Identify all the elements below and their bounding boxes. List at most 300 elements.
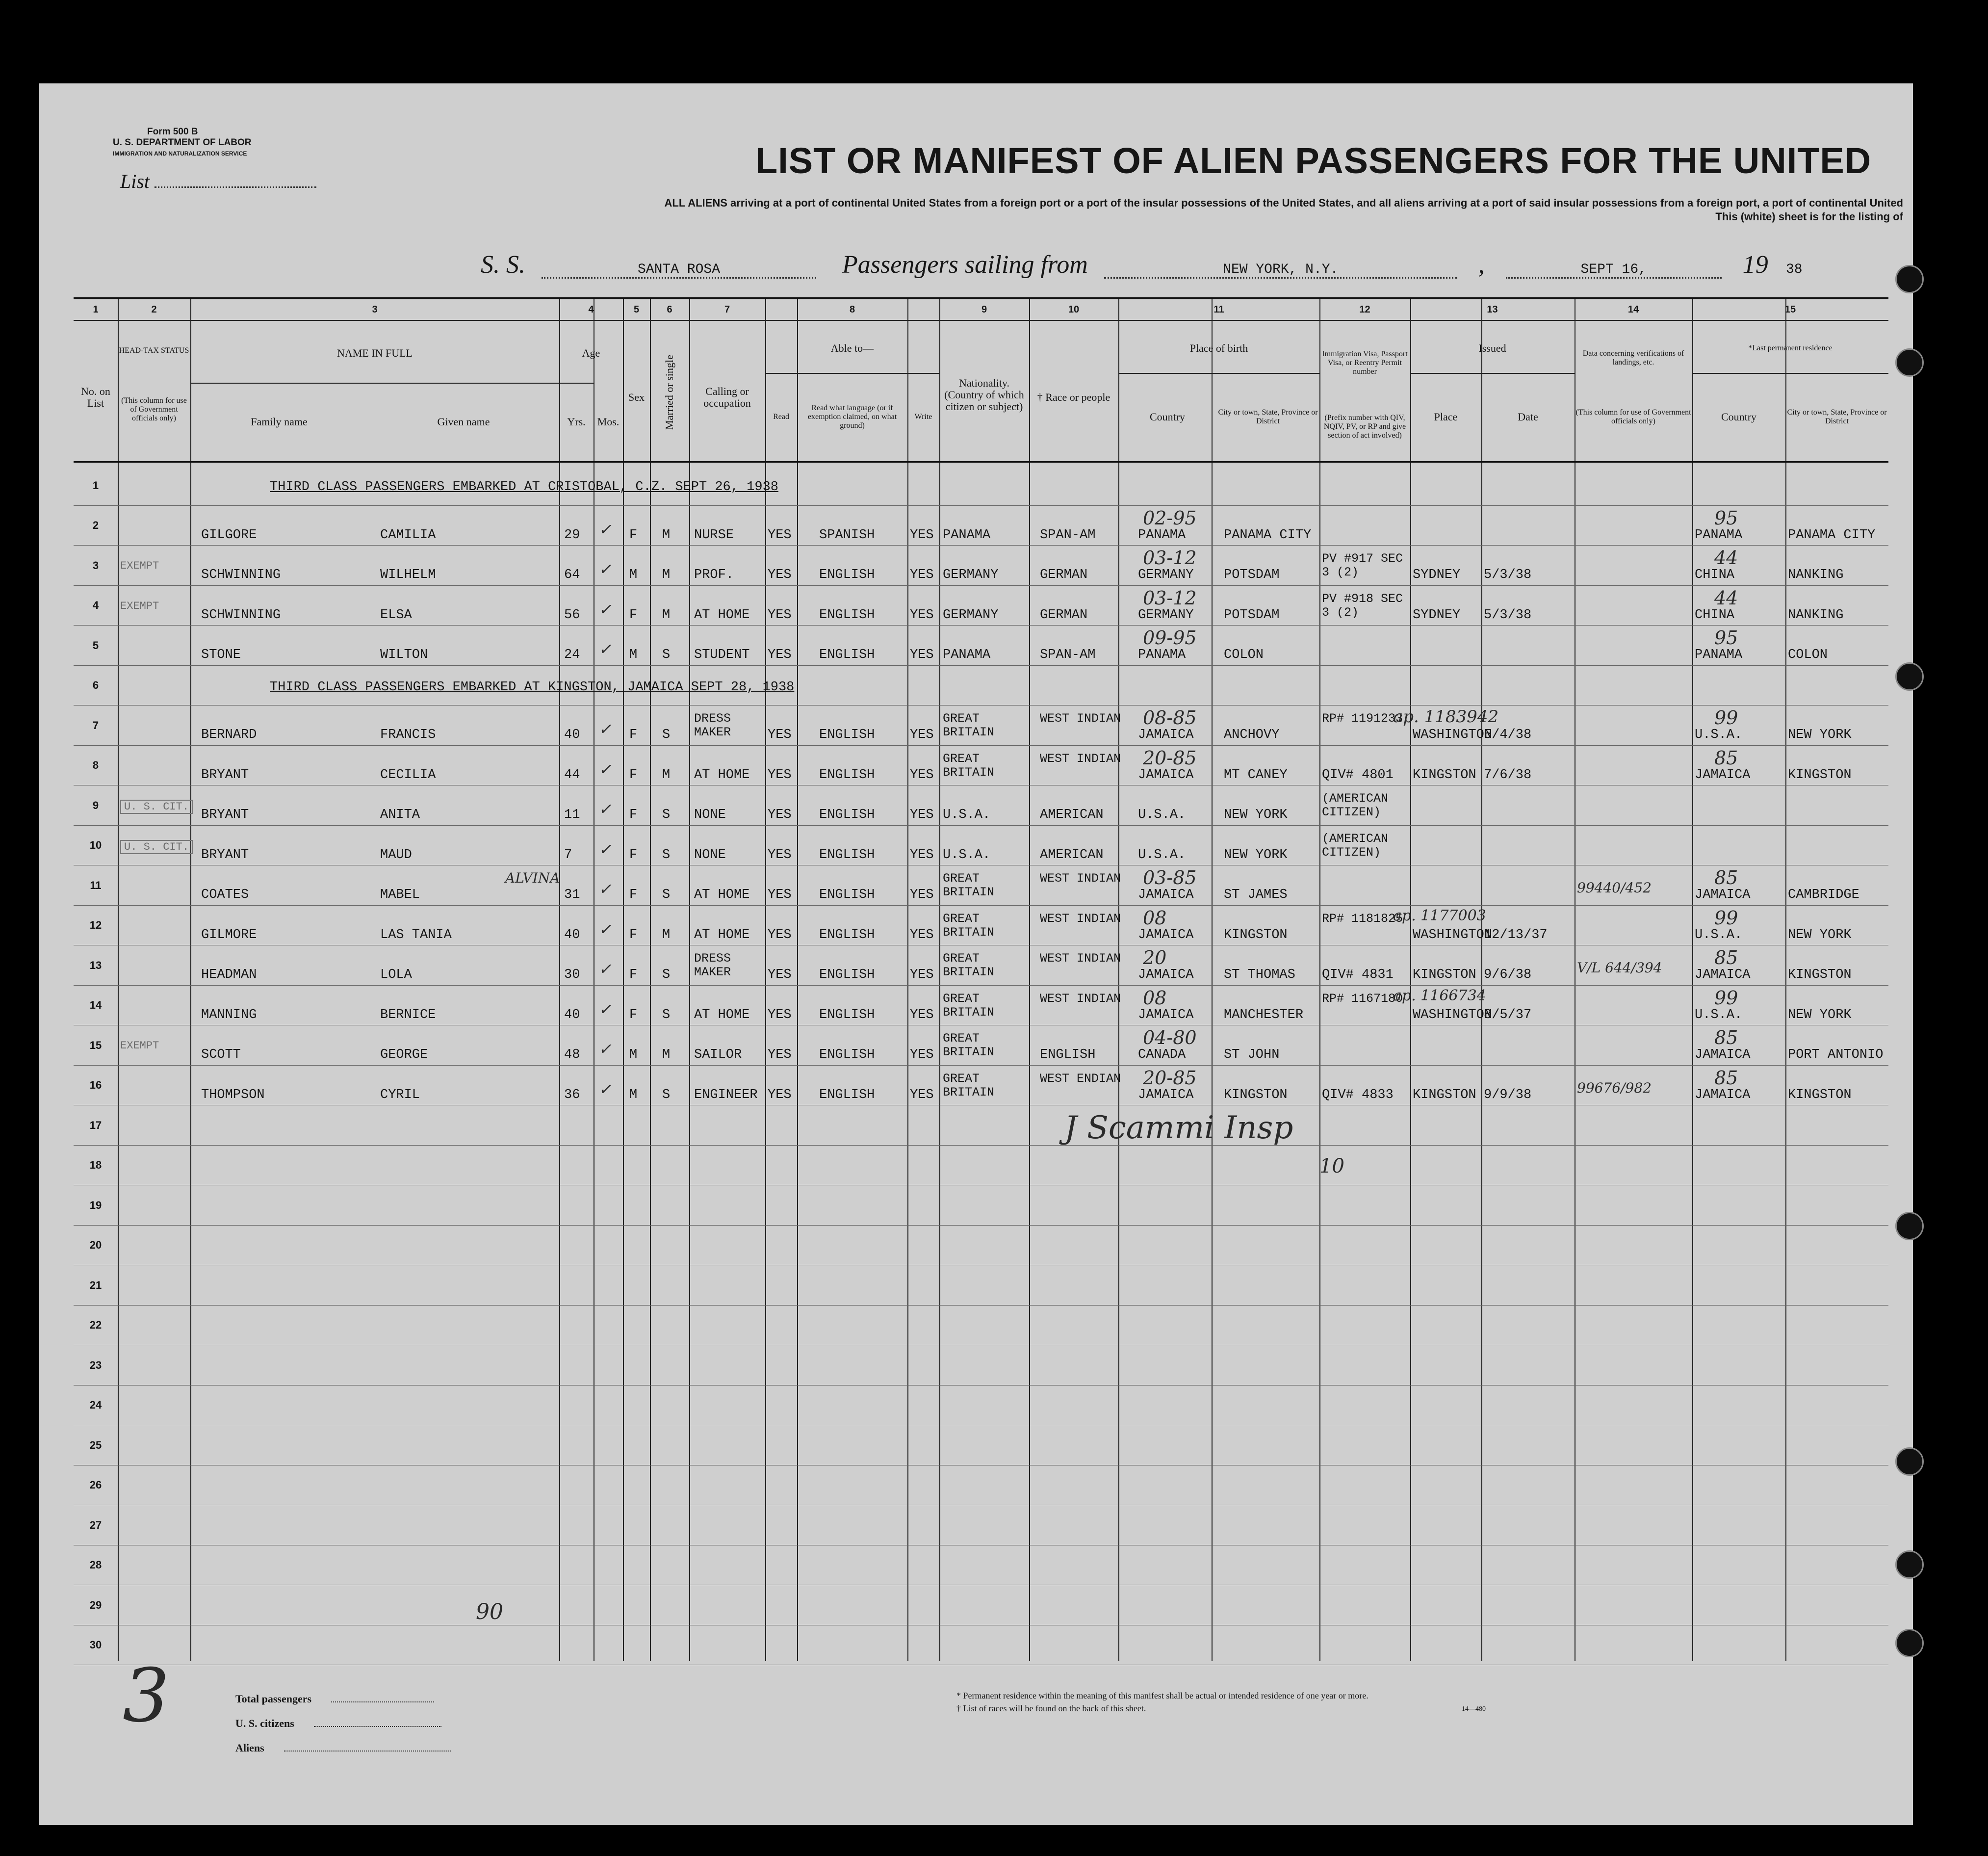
can-read: YES <box>768 847 792 863</box>
age-years: 40 <box>564 728 580 742</box>
can-read: YES <box>768 607 792 623</box>
row-number: 18 <box>89 1159 102 1172</box>
visa-number: QIV# 4831 <box>1322 967 1394 982</box>
issued-header: Issued <box>1478 342 1506 354</box>
handwritten-code: 08 <box>1143 907 1167 929</box>
can-write: YES <box>910 728 934 742</box>
row-number: 29 <box>89 1598 102 1611</box>
column-rule <box>765 299 766 1661</box>
can-read: YES <box>768 568 792 582</box>
birth-city-header: City or town, State, Province or District <box>1218 408 1318 425</box>
visa-number: RP# 1191233 <box>1322 711 1403 726</box>
handwritten-residence-code: 85 <box>1714 867 1738 889</box>
birth-country: JAMAICA <box>1138 1007 1194 1022</box>
family-name: BRYANT <box>201 808 249 822</box>
column-rule <box>1481 299 1482 1661</box>
occupation: PROF. <box>694 568 734 582</box>
total-passengers-label: Total passengers <box>235 1693 434 1705</box>
handwritten-residence-code: 99 <box>1714 707 1738 729</box>
issued-date: 5/3/38 <box>1484 607 1532 623</box>
read-language: ENGLISH <box>819 967 875 982</box>
residence-country: U.S.A. <box>1695 927 1743 942</box>
handwritten-approval: ap. 1177003 <box>1393 907 1486 924</box>
family-name: THOMPSON <box>201 1087 265 1102</box>
marital-status: M <box>662 568 671 582</box>
column-rule <box>1212 299 1213 1661</box>
read-language: ENGLISH <box>819 1007 875 1022</box>
issued-date: 12/13/37 <box>1484 927 1548 942</box>
handwritten-residence-code: 44 <box>1714 587 1738 609</box>
marital-status: S <box>662 888 671 902</box>
read-language: SPANISH <box>819 527 875 543</box>
sex: F <box>629 767 638 783</box>
race: WEST INDIAN <box>1040 991 1121 1006</box>
read-language: ENGLISH <box>819 607 875 623</box>
binder-hole <box>1895 1447 1924 1476</box>
year-suffix: 38 <box>1785 262 1803 277</box>
birth-city: MANCHESTER <box>1224 1007 1304 1022</box>
can-write: YES <box>910 648 934 662</box>
issued-place: WASHINGTON <box>1413 728 1493 742</box>
age-years: 24 <box>564 648 580 662</box>
issued-date: 7/6/38 <box>1484 767 1532 783</box>
can-write: YES <box>910 767 934 783</box>
occupation: AT HOME <box>694 767 750 783</box>
row-number: 9 <box>92 799 99 811</box>
birth-city: PANAMA CITY <box>1224 527 1312 543</box>
row-rule <box>74 625 1888 626</box>
residence-city: CAMBRIDGE <box>1788 888 1859 902</box>
nationality-header: Nationality. (Country of which citizen or subject) <box>944 377 1024 413</box>
handwritten-residence-code: 99 <box>1714 907 1738 929</box>
visa-number: (AMERICAN CITIZEN) <box>1322 791 1389 819</box>
row-number: 13 <box>89 959 102 971</box>
age-years: 7 <box>564 847 572 863</box>
column-rule <box>1319 299 1320 1661</box>
row-number: 21 <box>89 1279 102 1291</box>
marital-status: S <box>662 847 671 863</box>
row-rule <box>74 985 1888 986</box>
residence-country: CHINA <box>1695 568 1735 582</box>
column-rule <box>689 299 690 1661</box>
given-name: MABEL <box>380 888 420 902</box>
can-read: YES <box>768 1047 792 1062</box>
read-language: ENGLISH <box>819 728 875 742</box>
issued-date: 5/3/38 <box>1484 568 1532 582</box>
residence-country: JAMAICA <box>1695 767 1751 783</box>
occupation: SAILOR <box>694 1047 742 1062</box>
sex: M <box>629 1087 638 1102</box>
occupation: DRESS MAKER <box>694 951 731 979</box>
issued-place: WASHINGTON <box>1413 1007 1493 1022</box>
manifest-table <box>74 297 1888 1661</box>
issued-date: 8/5/37 <box>1484 1007 1532 1022</box>
can-write: YES <box>910 847 934 863</box>
given-name: CYRIL <box>380 1087 420 1102</box>
row-number: 4 <box>92 599 99 612</box>
birth-country: CANADA <box>1138 1047 1186 1062</box>
issued-date: 9/9/38 <box>1484 1087 1532 1102</box>
column-rule <box>650 299 651 1661</box>
sex-header: Sex <box>628 391 645 403</box>
verification-header: Data concerning verifications of landings, etc. <box>1582 349 1684 366</box>
binder-hole <box>1895 348 1924 377</box>
can-read: YES <box>768 888 792 902</box>
can-read: YES <box>768 927 792 942</box>
sheet-number: 3 <box>123 1653 170 1739</box>
residence-country: PANAMA <box>1695 648 1743 662</box>
issued-subheader-rule <box>1410 373 1575 374</box>
handwritten-code: 08-85 <box>1143 707 1197 729</box>
header-rule <box>74 320 1888 321</box>
sex: M <box>629 648 638 662</box>
age-years: 29 <box>564 527 580 543</box>
handwritten-approval: ap. 1183942 <box>1393 707 1499 727</box>
row-number: 1 <box>92 479 99 492</box>
residence-city: NEW YORK <box>1788 927 1852 942</box>
marital-status: S <box>662 1007 671 1022</box>
column-number: 14 <box>1627 304 1639 315</box>
race-header: † Race or people <box>1037 391 1110 403</box>
birth-city: NEW YORK <box>1224 847 1288 863</box>
family-name: BRYANT <box>201 847 249 863</box>
marital-status: M <box>662 527 671 543</box>
column-rule <box>559 299 560 1661</box>
can-read: YES <box>768 1007 792 1022</box>
birth-country: PANAMA <box>1138 648 1186 662</box>
residence-city: NEW YORK <box>1788 1007 1852 1022</box>
sex: F <box>629 1007 638 1022</box>
race: GERMAN <box>1040 607 1088 623</box>
marital-status: S <box>662 967 671 982</box>
occupation: STUDENT <box>694 648 750 662</box>
can-write: YES <box>910 1007 934 1022</box>
row-rule <box>74 1305 1888 1306</box>
row-rule <box>74 585 1888 586</box>
able-subheader-rule <box>765 373 939 374</box>
sex: F <box>629 967 638 982</box>
race: SPAN-AM <box>1040 648 1096 662</box>
write-header: Write <box>914 413 932 421</box>
read-language: ENGLISH <box>819 808 875 822</box>
nationality: GREAT BRITAIN <box>943 991 995 1019</box>
row-number: 14 <box>89 999 102 1012</box>
birth-city: KINGSTON <box>1224 1087 1288 1102</box>
check-mark-icon: ✓ <box>598 999 612 1019</box>
row-rule <box>74 905 1888 906</box>
age-years: 40 <box>564 927 580 942</box>
read-language: ENGLISH <box>819 568 875 582</box>
section-heading-cristobal: THIRD CLASS PASSENGERS EMBARKED AT CRISTOBAL, C.Z. SEPT 26, 1938 <box>270 480 778 495</box>
row-number: 24 <box>89 1399 102 1412</box>
check-mark-icon: ✓ <box>598 960 612 978</box>
age-years: 48 <box>564 1047 580 1062</box>
residence-country: PANAMA <box>1695 527 1743 543</box>
race: AMERICAN <box>1040 847 1104 863</box>
last-residence-header: *Last permanent residence <box>1748 344 1833 352</box>
family-name: SCHWINNING <box>201 568 281 582</box>
can-write: YES <box>910 607 934 623</box>
can-read: YES <box>768 527 792 543</box>
column-number: 12 <box>1359 304 1370 315</box>
age-years: 64 <box>564 568 580 582</box>
nationality: GREAT BRITAIN <box>943 711 995 739</box>
us-citizens-label: U. S. citizens <box>235 1717 441 1730</box>
bottom-tally-number: 90 <box>476 1599 503 1624</box>
head-tax-note: (This column for use of Government officials only) <box>121 396 187 422</box>
column-rule <box>1029 299 1030 1661</box>
read-language: ENGLISH <box>819 888 875 902</box>
marital-status: S <box>662 728 671 742</box>
section-heading-kingston: THIRD CLASS PASSENGERS EMBARKED AT KINGSTON, JAMAICA SEPT 28, 1938 <box>270 680 795 695</box>
nationality: GREAT BRITAIN <box>943 871 995 899</box>
race: WEST INDIAN <box>1040 911 1121 926</box>
row-number: 5 <box>92 639 99 652</box>
visa-number: RP# 1167180 <box>1322 991 1403 1006</box>
binder-hole <box>1895 265 1924 293</box>
issued-place-header: Place <box>1434 411 1458 423</box>
handwritten-code: 20 <box>1143 947 1167 968</box>
row-number: 17 <box>89 1119 102 1131</box>
row-number: 19 <box>89 1199 102 1211</box>
handwritten-residence-code: 85 <box>1714 1027 1738 1048</box>
birth-subheader-rule <box>1118 373 1319 374</box>
birth-country-header: Country <box>1149 411 1186 423</box>
can-write: YES <box>910 568 934 582</box>
check-mark-icon: ✓ <box>598 759 612 779</box>
row-rule <box>74 505 1888 506</box>
marital-status: S <box>662 808 671 822</box>
row-number: 27 <box>89 1518 102 1531</box>
given-name: GEORGE <box>380 1047 428 1062</box>
can-write: YES <box>910 527 934 543</box>
race: WEST ENDIAN <box>1040 1071 1121 1086</box>
birth-city: POTSDAM <box>1224 607 1280 623</box>
check-mark-icon: ✓ <box>598 919 612 939</box>
birth-city: ANCHOVY <box>1224 728 1280 742</box>
can-read: YES <box>768 808 792 822</box>
column-rule <box>907 299 908 1661</box>
marital-status: M <box>662 1047 671 1062</box>
row-number: 23 <box>89 1359 102 1371</box>
row-number: 20 <box>89 1239 102 1252</box>
column-number: 10 <box>1068 304 1080 315</box>
head-tax-status: EXEMPT <box>120 560 159 572</box>
column-rule <box>118 299 119 1661</box>
handwritten-code: 20-85 <box>1143 1067 1197 1089</box>
marital-status-header: Married or single <box>663 355 675 430</box>
handwritten-approval: ap. 1166734 <box>1393 987 1486 1004</box>
row-number: 7 <box>92 719 99 732</box>
footnote-races: † List of races will be found on the back of this sheet. <box>956 1703 1146 1713</box>
residence-country-header: Country <box>1721 411 1757 423</box>
ss-label: S. S. <box>481 251 525 279</box>
check-mark-icon: ✓ <box>598 800 612 818</box>
row-number: 28 <box>89 1559 102 1571</box>
marital-status: S <box>662 1087 671 1102</box>
check-mark-icon: ✓ <box>598 720 612 738</box>
check-mark-icon: ✓ <box>598 880 612 898</box>
nationality: GREAT BRITAIN <box>943 751 995 780</box>
occupation: NONE <box>694 808 726 822</box>
occupation: NONE <box>694 847 726 863</box>
issued-place: WASHINGTON <box>1413 927 1493 942</box>
check-mark-icon: ✓ <box>598 839 612 859</box>
given-name: FRANCIS <box>380 728 436 742</box>
handwritten-residence-code: 85 <box>1714 1067 1738 1089</box>
column-number: 1 <box>93 304 99 315</box>
birth-city: ST JAMES <box>1224 888 1288 902</box>
visa-note: (Prefix number with QIV, NQIV, PV, or RP and give section of act involved) <box>1323 414 1406 440</box>
department-name: U. S. DEPARTMENT OF LABOR <box>113 137 252 148</box>
given-name: BERNICE <box>380 1007 436 1022</box>
row-number: 16 <box>89 1079 102 1092</box>
birth-country: PANAMA <box>1138 527 1186 543</box>
race: ENGLISH <box>1040 1047 1096 1062</box>
list-label-text: List <box>120 170 150 192</box>
handwritten-residence-code: 99 <box>1714 987 1738 1009</box>
birth-country: JAMAICA <box>1138 767 1194 783</box>
service-name: IMMIGRATION AND NATURALIZATION SERVICE <box>113 150 247 157</box>
sex: F <box>629 927 638 942</box>
sex: F <box>629 808 638 822</box>
column-rule <box>1785 299 1786 1661</box>
occupation-header: Calling or occupation <box>703 385 751 409</box>
nationality: PANAMA <box>943 527 991 543</box>
given-name: WILTON <box>380 648 428 662</box>
row-rule <box>74 665 1888 666</box>
form-number-block <box>113 127 252 159</box>
residence-country: U.S.A. <box>1695 728 1743 742</box>
issued-place: KINGSTON <box>1413 967 1476 982</box>
row-rule <box>74 1065 1888 1066</box>
read-language: ENGLISH <box>819 847 875 863</box>
check-mark-icon: ✓ <box>598 560 612 578</box>
can-write: YES <box>910 808 934 822</box>
list-label <box>120 170 316 193</box>
birth-country: JAMAICA <box>1138 888 1194 902</box>
sex: F <box>629 527 638 543</box>
read-language: ENGLISH <box>819 1087 875 1102</box>
visa-number: (AMERICAN CITIZEN) <box>1322 831 1389 860</box>
age-years: 44 <box>564 767 580 783</box>
handwritten-residence-code: 85 <box>1714 947 1738 968</box>
handwritten-code: 08 <box>1143 987 1167 1009</box>
can-read: YES <box>768 967 792 982</box>
column-rule <box>1118 299 1119 1661</box>
voyage-line: S. S. SANTA ROSA Passengers sailing from NEW YORK, N.Y. , SEPT 16, 19 38 <box>481 250 1893 279</box>
residence-country: JAMAICA <box>1695 888 1751 902</box>
race: SPAN-AM <box>1040 527 1096 543</box>
row-number: 22 <box>89 1319 102 1332</box>
issued-place: SYDNEY <box>1413 568 1461 582</box>
handwritten-code: 09-95 <box>1143 627 1197 649</box>
place-of-birth-header: Place of birth <box>1189 342 1248 354</box>
issued-place: KINGSTON <box>1413 1087 1476 1102</box>
nationality: GERMANY <box>943 607 999 623</box>
can-write: YES <box>910 1047 934 1062</box>
row-number: 25 <box>89 1438 102 1451</box>
family-name: STONE <box>201 648 241 662</box>
residence-city: KINGSTON <box>1788 967 1852 982</box>
column-rule <box>939 299 940 1661</box>
can-write: YES <box>910 927 934 942</box>
departure-port: NEW YORK, N.Y. <box>1104 262 1457 279</box>
occupation: ENGINEER <box>694 1087 758 1102</box>
departure-date: SEPT 16, <box>1506 262 1722 279</box>
can-read: YES <box>768 648 792 662</box>
check-mark-icon: ✓ <box>598 1040 612 1058</box>
occupation: DRESS MAKER <box>694 711 731 739</box>
visa-number: RP# 1181825 <box>1322 911 1403 926</box>
column-number: 13 <box>1487 304 1498 315</box>
verification: V/L 644/394 <box>1577 960 1662 976</box>
family-name: GILGORE <box>201 527 257 543</box>
read-language: ENGLISH <box>819 648 875 662</box>
age-years-header: Yrs. <box>567 416 586 428</box>
column-rule <box>1692 299 1693 1661</box>
signature-number: 10 <box>1319 1154 1344 1177</box>
row-rule <box>74 825 1888 826</box>
occupation: AT HOME <box>694 927 750 942</box>
given-name: CAMILIA <box>380 527 436 543</box>
head-tax-status: EXEMPT <box>120 600 159 612</box>
given-name: MAUD <box>380 847 412 863</box>
handwritten-residence-code: 95 <box>1714 507 1738 529</box>
row-rule <box>74 705 1888 706</box>
footer-code: 14—480 <box>1462 1705 1486 1713</box>
issued-date: 5/4/38 <box>1484 728 1532 742</box>
family-name: GILMORE <box>201 927 257 942</box>
intro-line-1: ALL ALIENS arriving at a port of continental United States from a foreign port or a port of the insular possessions of the United States, and all aliens arriving at a port of said insular possessions from a foreign port, a port of continental United <box>664 197 1903 209</box>
handwritten-residence-code: 85 <box>1714 747 1738 769</box>
column-rule <box>797 299 798 1661</box>
can-read: YES <box>768 728 792 742</box>
age-years: 30 <box>564 967 580 982</box>
nationality: U.S.A. <box>943 808 991 822</box>
year-prefix: 19 <box>1742 251 1768 279</box>
age-header: Age <box>582 347 600 359</box>
visa-number: QIV# 4833 <box>1322 1087 1394 1102</box>
given-name: LOLA <box>380 967 412 982</box>
name-subheader-rule <box>190 383 594 384</box>
column-number: 9 <box>981 304 987 315</box>
birth-country: U.S.A. <box>1138 847 1186 863</box>
occupation: NURSE <box>694 527 734 543</box>
nationality: GREAT BRITAIN <box>943 951 995 979</box>
footnote-residence: * Permanent residence within the meaning of this manifest shall be actual or intended residence of one year or more. <box>956 1691 1368 1700</box>
handwritten-residence-code: 95 <box>1714 627 1738 649</box>
nationality: GREAT BRITAIN <box>943 911 995 940</box>
sex: F <box>629 847 638 863</box>
inspector-signature: J Scammi Insp <box>1064 1110 1293 1146</box>
nationality: GERMANY <box>943 568 999 582</box>
row-number: 12 <box>89 919 102 932</box>
family-name: MANNING <box>201 1007 257 1022</box>
residence-country: U.S.A. <box>1695 1007 1743 1022</box>
race: WEST INDIAN <box>1040 711 1121 726</box>
birth-city: ST JOHN <box>1224 1047 1280 1062</box>
name-in-full-header: NAME IN FULL <box>337 347 413 359</box>
column-number: 6 <box>667 304 672 315</box>
handwritten-middle-name: ALVINA <box>505 870 560 886</box>
issued-date: 9/6/38 <box>1484 967 1532 982</box>
column-number: 5 <box>633 304 640 315</box>
row-number: 3 <box>92 559 99 572</box>
ship-name: SANTA ROSA <box>542 262 816 279</box>
residence-city: PANAMA CITY <box>1788 527 1876 543</box>
race: WEST INDIAN <box>1040 751 1121 766</box>
